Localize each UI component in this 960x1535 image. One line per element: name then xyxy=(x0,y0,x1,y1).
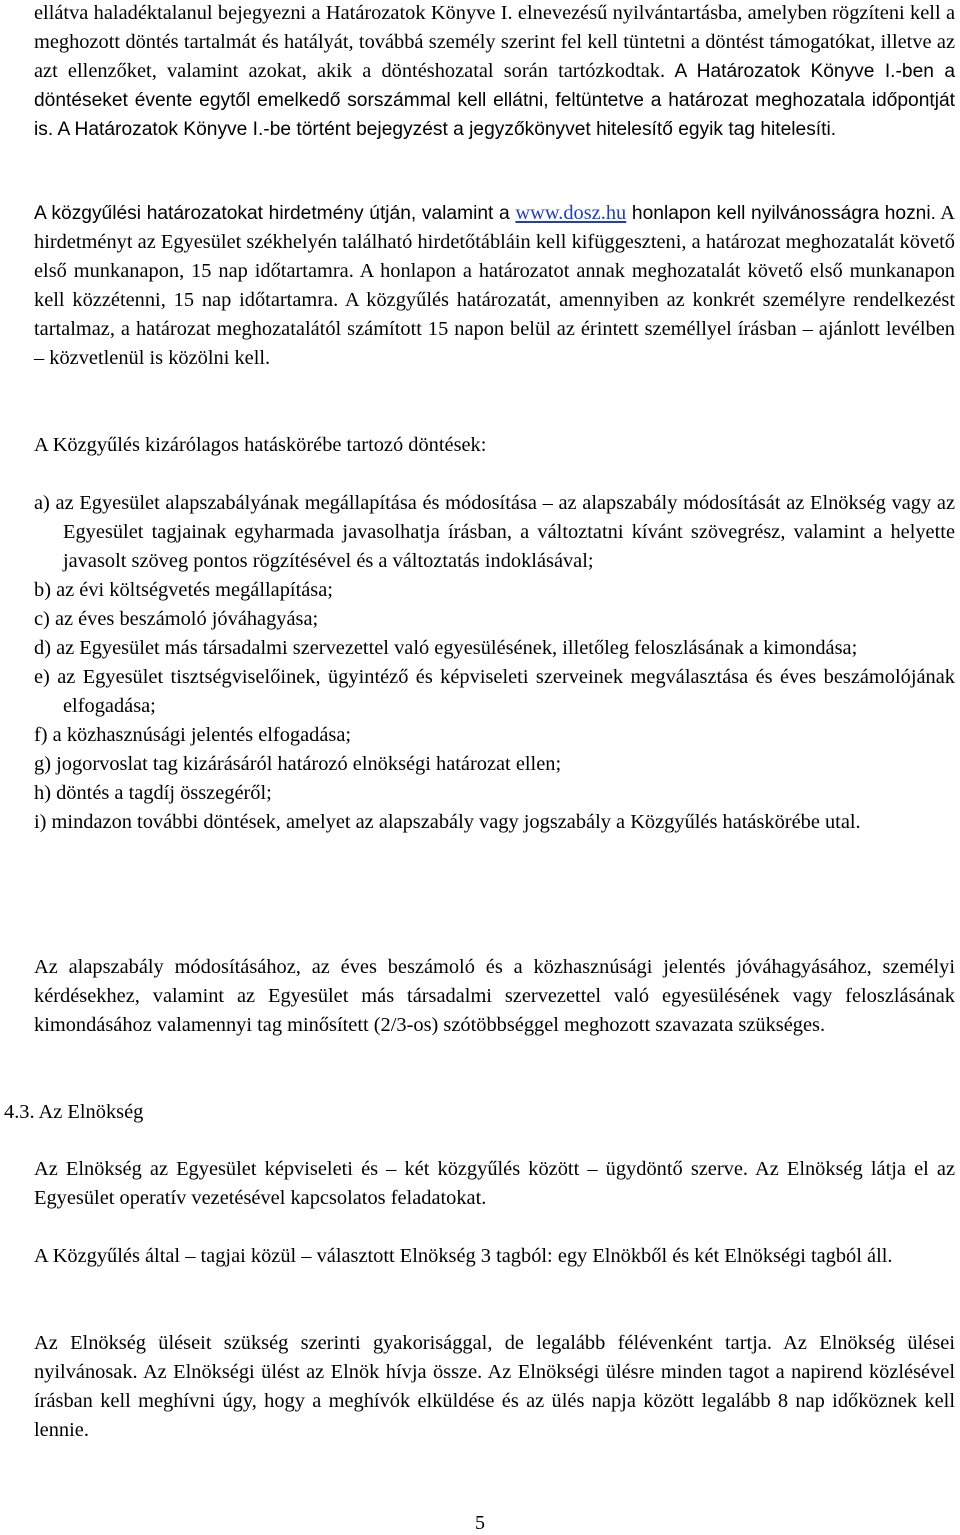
list-item: h) döntés a tagdíj összegéről; xyxy=(34,782,272,804)
paragraph-text-part-sans: honlapon kell nyilvánosságra hozni. xyxy=(626,203,936,224)
paragraph-elnokseg-meetings: Az Elnökség üléseit szükség szerinti gyakorisággal, de legalább félévenként tartja. Az Elnökség ülései nyilvánosak. Az Elnökségi ülést az Elnök hívja össze. Az Elnökségi ülésre minden tagot a napirend közlésével írásban kell meghívni úgy, hogy a meghívók elküldése és az ülés napja között legalább 8 nap időköznek kell lennie. xyxy=(34,1332,955,1441)
list-item: d) az Egyesület más társadalmi szervezettel való egyesülésének, illetőleg feloszlásának a kimondása; xyxy=(34,637,858,659)
list-item: e) az Egyesület tisztségviselőinek, ügyintéző és képviseleti szerveinek megválasztása és éves beszámolójának elfogadása; xyxy=(34,666,955,717)
exclusive-powers-list xyxy=(34,489,955,837)
paragraph-qualified-majority: Az alapszabály módosításához, az éves beszámoló és a közhasznúsági jelentés jóváhagyásához, személyi kérdésekhez, valamint az Egyesület más társadalmi szervezettel való egyesülésének vagy feloszlásának kimondásához valamennyi tag minősített (2/3-os) szótöbbséggel meghozott szavazata szükséges. xyxy=(34,956,955,1036)
list-item: i) mindazon további döntések, amelyet az alapszabály vagy jogszabály a Közgyűlés hatáskörébe utal. xyxy=(34,811,861,833)
paragraph-hatarozatok-konyve xyxy=(34,0,955,144)
website-link[interactable]: www.dosz.hu xyxy=(515,202,627,224)
list-item: c) az éves beszámoló jóváhagyása; xyxy=(34,608,319,630)
paragraph-publication xyxy=(34,199,955,373)
paragraph-text-part: A hirdetményt az Egyesület székhelyén található hirdetőtábláin kell kifüggeszteni, a határozat meghozatalát követő első munkanapon, 15 nap időtartamra. A honlapon a határozatot annak meghozatalát követő első munkanapon kell közzétenni, 15 nap időtartamra. A közgyűlés határozatát, amennyiben az konkrét személyre rendelkezést tartalmaz, a határozat meghozatalától számított 15 napon belül az érintett személlyel írásban – ajánlott levélben – közvetlenül is közölni kell. xyxy=(34,202,955,369)
paragraph-text-part-sans: A Határozatok Könyve I.-ben a döntéseket évente egytől emelkedő sorszámmal kell ellátni, feltüntetve a határozat meghozatala időpontját is. A Határozatok Könyve I.-be történt bejegyzést a jegyzőkönyvet hitelesítő egyik tag hitelesíti. xyxy=(34,61,955,140)
list-item: g) jogorvoslat tag kizárásáról határozó elnökségi határozat ellen; xyxy=(34,753,562,775)
paragraph-text-part: ellátva haladéktalanul bejegyezni a Határozatok Könyve I. elnevezésű nyilvántartásba, amelyben rögzíteni kell a meghozott döntés tartalmát és hatályát, továbbá személy szerint fel kell tüntetni a döntést támogatókat, illetve az azt ellenzőket, valamint azokat, akik a döntéshozatal során tartózkodtak. xyxy=(34,2,955,82)
paragraph-exclusive-powers-intro: A Közgyűlés kizárólagos hatáskörébe tartozó döntések: xyxy=(34,434,487,456)
list-item: b) az évi költségvetés megállapítása; xyxy=(34,579,333,601)
section-heading: 4.3. Az Elnökség xyxy=(4,1101,144,1123)
list-item: f) a közhasznúsági jelentés elfogadása; xyxy=(34,724,352,746)
page-number: 5 xyxy=(475,1512,485,1534)
paragraph-elnokseg-composition: A Közgyűlés által – tagjai közül – választott Elnökség 3 tagból: egy Elnökből és két Elnökségi tagból áll. xyxy=(34,1245,893,1267)
paragraph-elnokseg-role: Az Elnökség az Egyesület képviseleti és – két közgyűlés között – ügydöntő szerve. Az Elnökség látja el az Egyesület operatív vezetésével kapcsolatos feladatokat. xyxy=(34,1158,955,1209)
paragraph-text-part-sans: A közgyűlési határozatokat hirdetmény útján, valamint a xyxy=(34,203,516,224)
list-item: a) az Egyesület alapszabályának megállapítása és módosítása – az alapszabály módosítását az Elnökség vagy az Egyesület tagjainak egyharmada javasolhatja írásban, a változtatni kívánt szövegrész, valamint a helyette javasolt szöveg pontos rögzítésével és a változtatás indoklásával; xyxy=(34,492,955,572)
